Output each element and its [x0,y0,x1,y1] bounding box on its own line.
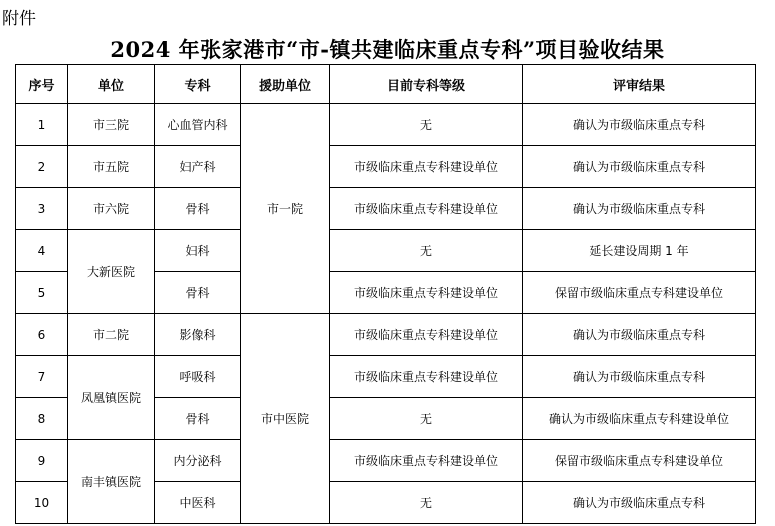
cell-level: 市级临床重点专科建设单位 [330,272,523,314]
cell-unit: 凤凰镇医院 [68,356,155,440]
cell-result: 确认为市级临床重点专科 [523,104,756,146]
cell-unit: 市五院 [68,146,155,188]
cell-level: 市级临床重点专科建设单位 [330,314,523,356]
header-row [16,65,756,104]
cell-level: 市级临床重点专科建设单位 [330,440,523,482]
cell-level: 市级临床重点专科建设单位 [330,146,523,188]
header-aid-unit: 援助单位 [241,65,330,104]
table-row [16,230,756,272]
results-table [15,64,756,524]
cell-specialty: 骨科 [155,188,241,230]
cell-seq: 9 [16,440,68,482]
cell-level: 无 [330,104,523,146]
cell-result: 确认为市级临床重点专科建设单位 [523,398,756,440]
cell-unit: 大新医院 [68,230,155,314]
cell-specialty: 心血管内科 [155,104,241,146]
cell-specialty: 妇科 [155,230,241,272]
cell-result: 确认为市级临床重点专科 [523,146,756,188]
cell-seq: 3 [16,188,68,230]
table-row [16,104,756,146]
header-specialty: 专科 [155,65,241,104]
cell-aid-unit: 市一院 [241,104,330,314]
cell-level: 市级临床重点专科建设单位 [330,356,523,398]
cell-unit: 南丰镇医院 [68,440,155,524]
cell-specialty: 呼吸科 [155,356,241,398]
cell-seq: 2 [16,146,68,188]
cell-unit: 市六院 [68,188,155,230]
header-unit: 单位 [68,65,155,104]
cell-seq: 7 [16,356,68,398]
cell-specialty: 妇产科 [155,146,241,188]
cell-specialty: 骨科 [155,398,241,440]
cell-seq: 5 [16,272,68,314]
document-title: 2024 年张家港市“市-镇共建临床重点专科”项目验收结果 [110,37,665,62]
cell-result: 确认为市级临床重点专科 [523,482,756,524]
cell-specialty: 骨科 [155,272,241,314]
cell-result: 保留市级临床重点专科建设单位 [523,440,756,482]
table-row [16,188,756,230]
cell-seq: 4 [16,230,68,272]
cell-result: 确认为市级临床重点专科 [523,356,756,398]
cell-result: 保留市级临床重点专科建设单位 [523,272,756,314]
cell-level: 无 [330,230,523,272]
cell-unit: 市二院 [68,314,155,356]
cell-result: 确认为市级临床重点专科 [523,314,756,356]
cell-result: 确认为市级临床重点专科 [523,188,756,230]
table-row [16,440,756,482]
header-seq: 序号 [16,65,68,104]
cell-seq: 6 [16,314,68,356]
table-row [16,314,756,356]
cell-result: 延长建设周期 1 年 [523,230,756,272]
cell-level: 无 [330,482,523,524]
attachment-label: 附件 [2,9,36,29]
cell-unit: 市三院 [68,104,155,146]
cell-seq: 1 [16,104,68,146]
cell-aid-unit: 市中医院 [241,314,330,524]
table-row [16,356,756,398]
cell-seq: 10 [16,482,68,524]
header-level: 目前专科等级 [330,65,523,104]
cell-level: 无 [330,398,523,440]
cell-seq: 8 [16,398,68,440]
cell-specialty: 影像科 [155,314,241,356]
cell-specialty: 中医科 [155,482,241,524]
cell-level: 市级临床重点专科建设单位 [330,188,523,230]
header-result: 评审结果 [523,65,756,104]
cell-specialty: 内分泌科 [155,440,241,482]
table-row [16,146,756,188]
